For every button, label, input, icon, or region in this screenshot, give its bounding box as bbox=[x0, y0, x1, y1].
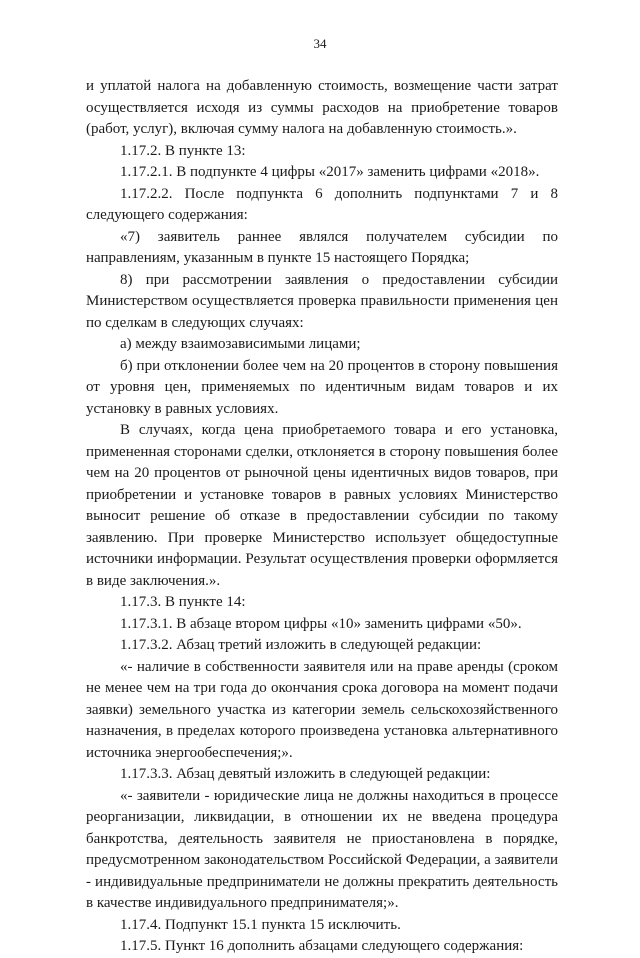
paragraph: 1.17.5. Пункт 16 дополнить абзацами следующего содержания: bbox=[120, 938, 524, 954]
paragraph: 8) при рассмотрении заявления о предоставлении субсидии Министерством осуществляется проверка правильности применения цен по сделкам в следующих случаях: bbox=[86, 271, 558, 331]
paragraph: В случаях, когда цена приобретаемого товара и его установка, примененная сторонами сделки, отклоняется в сторону повышения более чем на 20 процентов от рыночной цены идентичных видов товаров, при приобретении и установке товаров в равных условиях Министерство выносит решение об отказе в предоставлении субсидии по такому заявлению. При проверке Министерство использует общедоступные источники информации. Результат осуществления проверки оформляется в виде заключения.». bbox=[86, 422, 558, 589]
paragraph: 1.17.2. В пункте 13: bbox=[120, 142, 246, 159]
page-number: 34 bbox=[313, 36, 327, 51]
paragraph: и уплатой налога на добавленную стоимость, возмещение части затрат осуществляется исходя из суммы расходов на приобретение товаров (работ, услуг), включая сумму налога на добавленную стоимость.». bbox=[86, 78, 558, 137]
paragraph: «7) заявитель раннее являлся получателем субсидии по направлениям, указанным в пункте 15 настоящего Порядка; bbox=[86, 228, 558, 266]
paragraph: 1.17.4. Подпункт 15.1 пункта 15 исключить. bbox=[120, 916, 401, 933]
paragraph: 1.17.2.2. После подпункта 6 дополнить подпунктами 7 и 8 следующего содержания: bbox=[86, 185, 558, 223]
paragraph: 1.17.3.1. В абзаце втором цифры «10» заменить цифрами «50». bbox=[120, 615, 522, 632]
paragraph: б) при отклонении более чем на 20 процентов в сторону повышения от уровня цен, применяемых по идентичным видам товаров и их установку в равных условиях. bbox=[86, 357, 558, 417]
paragraph: 1.17.3.3. Абзац девятый изложить в следующей редакции: bbox=[120, 766, 491, 782]
paragraph: 1.17.3.2. Абзац третий изложить в следующей редакции: bbox=[120, 637, 482, 653]
document-body bbox=[86, 76, 558, 958]
paragraph: а) между взаимозависимыми лицами; bbox=[120, 336, 361, 352]
paragraph: 1.17.2.1. В подпункте 4 цифры «2017» заменить цифрами «2018». bbox=[120, 164, 540, 180]
paragraph: «- заявители - юридические лица не должны находиться в процессе реорганизации, ликвидации, в отношении их не введена процедура банкротства, деятельность заявителя не приостановлена в порядке, предусмотренном законодательством Российской Федерации, а заявители - индивидуальные предприниматели не должны прекратить деятельность в качестве индивидуального предпринимателя;». bbox=[86, 787, 558, 911]
paragraph: «- наличие в собственности заявителя или на праве аренды (сроком не менее чем на три года до окончания срока договора на момент подачи заявки) земельного участка из категории земель сельскохозяйственного назначения, в пределах которого произведена установка альтернативного источника энергообеспечения;». bbox=[86, 658, 558, 761]
paragraph: 1.17.3. В пункте 14: bbox=[120, 594, 246, 610]
